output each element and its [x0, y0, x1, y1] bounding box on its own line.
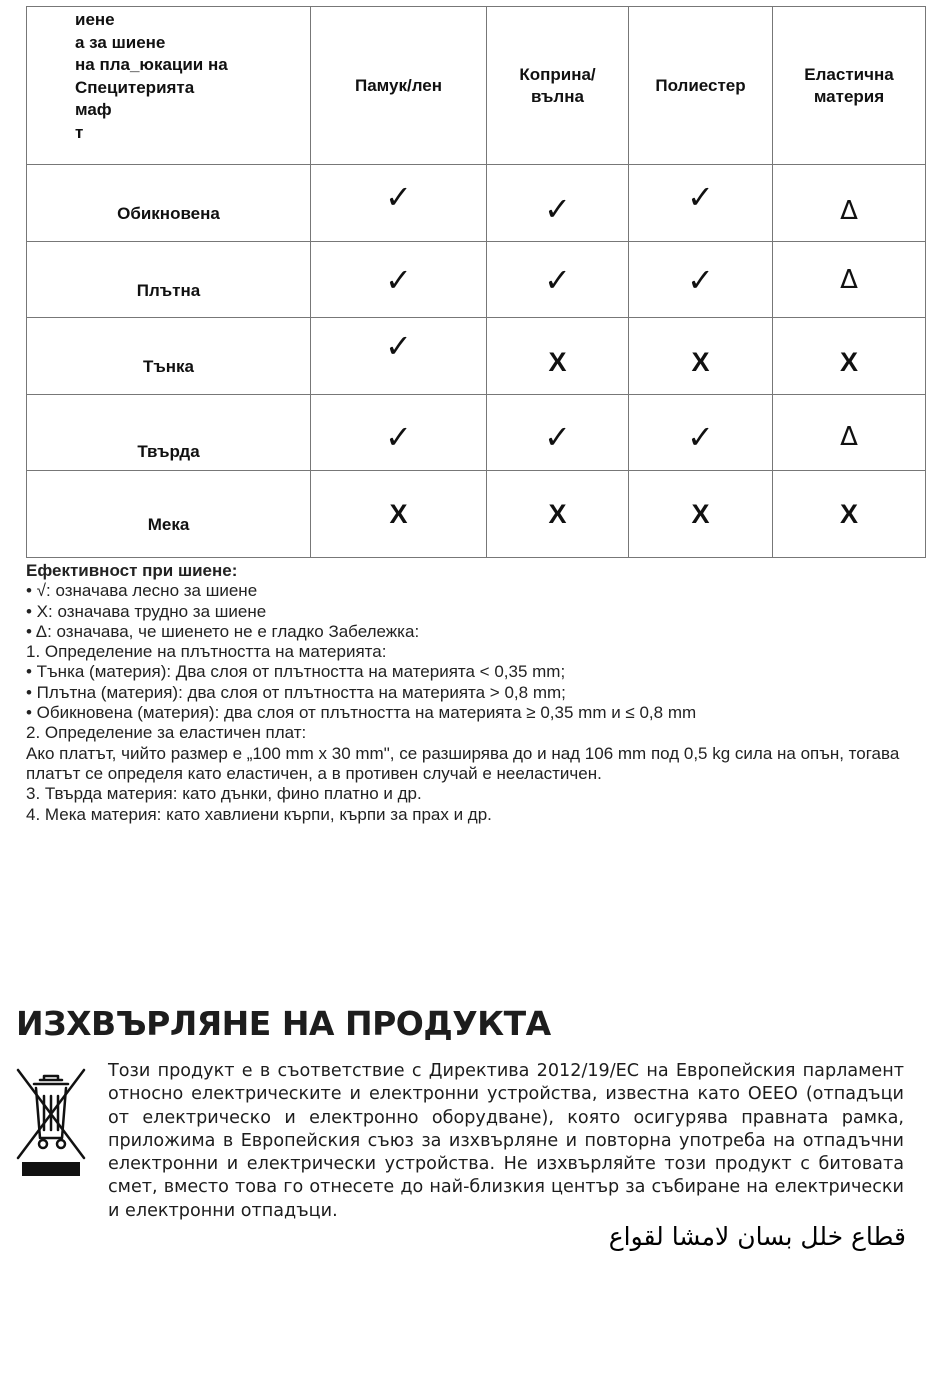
table-cell: X [487, 318, 629, 395]
note-line: 1. Определение на плътността на материята: [26, 642, 387, 662]
row-label-soft: Мека [27, 471, 311, 558]
row-label-thin: Тънка [27, 318, 311, 395]
table-cell: Δ [773, 242, 926, 318]
column-header-polyester: Полиестер [629, 7, 773, 165]
table-cell: X [773, 318, 926, 395]
table-cell: Δ [773, 165, 926, 242]
table-cell: ✓ [311, 395, 487, 471]
table-row [27, 471, 926, 558]
row-label-thick: Плътна [27, 242, 311, 318]
note-line: Ако платът, чийто размер е „100 mm x 30 mm", се разширява до и над 106 mm под 0,5 kg сила на опън, тогава платът се определя като еластичен, а в противен случай е нееластичен. [26, 743, 900, 783]
crossed-out-bin-icon [14, 1066, 88, 1178]
note-line: • Обикновена (материя): два слоя от плътността на материята ≥ 0,35 mm и ≤ 0,8 mm [26, 703, 697, 723]
note-line: • √: означава лесно за шиене [26, 581, 258, 601]
table-cell: X [311, 471, 487, 558]
note-line: • Δ: означава, че шиенето не е гладко Забележка: [26, 621, 420, 641]
table-row [27, 395, 926, 471]
table-row [27, 318, 926, 395]
arabic-text-line: قطاع خلل بسان لامشا لقواع [608, 1222, 906, 1251]
note-line: 2. Определение за еластичен плат: [26, 723, 307, 743]
table-row [27, 242, 926, 318]
table-cell: ✓ [311, 165, 487, 242]
column-header-elastic: Еластична материя [773, 7, 926, 165]
column-header-cotton: Памук/лен [311, 7, 487, 165]
table-cell: ✓ [487, 242, 629, 318]
table-cell: ✓ [629, 165, 773, 242]
note-line: • Плътна (материя): два слоя от плътността на материята > 0,8 mm; [26, 682, 566, 702]
row-label-ordinary: Обикновена [27, 165, 311, 242]
sewing-notes [26, 561, 931, 825]
table-cell: Δ [773, 395, 926, 471]
note-line: • Тънка (материя): Два слоя от плътността на материята < 0,35 mm; [26, 662, 566, 682]
sewing-efficiency-table [26, 6, 926, 558]
disposal-title: ИЗХВЪРЛЯНЕ НА ПРОДУКТА [16, 1004, 551, 1043]
corner-header [27, 7, 311, 165]
table-cell: X [487, 471, 629, 558]
table-cell: ✓ [487, 165, 629, 242]
table-cell: ✓ [311, 318, 487, 395]
table-cell: X [773, 471, 926, 558]
table-cell: ✓ [629, 395, 773, 471]
column-header-silk: Коприна/ вълна [487, 7, 629, 165]
table-cell: ✓ [311, 242, 487, 318]
note-line: 4. Мека материя: като хавлиени кърпи, кърпи за прах и др. [26, 804, 492, 824]
row-label-hard: Твърда [27, 395, 311, 471]
corner-header-text: иене а за шиене на пла_юкации на Специтерията маф т [75, 10, 228, 142]
table-cell: ✓ [487, 395, 629, 471]
notes-title: Ефективност при шиене: [26, 561, 238, 580]
disposal-text: Този продукт е в съответствие с Директива 2012/19/EC на Европейския парламент относно електрическите и електронни устройства, известна като ОЕЕО (отпадъци от електрическо и електронно оборудване), която осигурява правната рамка, приложима в Европейския съюз за изхвърляне и повторна употреба на отпадъчни електронни и електрически устройства. Не изхвърляйте този продукт с битовата смет, вместо това го отнесете до най-близкия център за събиране на електрически и електронни отпадъци. [108, 1061, 904, 1221]
table-row [27, 165, 926, 242]
table-cell: X [629, 471, 773, 558]
note-line: 3. Твърда материя: като дънки, фино платно и др. [26, 784, 422, 804]
table-cell: X [629, 318, 773, 395]
table-cell: ✓ [629, 242, 773, 318]
note-line: • X: означава трудно за шиене [26, 601, 267, 621]
table-header-row [27, 7, 926, 165]
